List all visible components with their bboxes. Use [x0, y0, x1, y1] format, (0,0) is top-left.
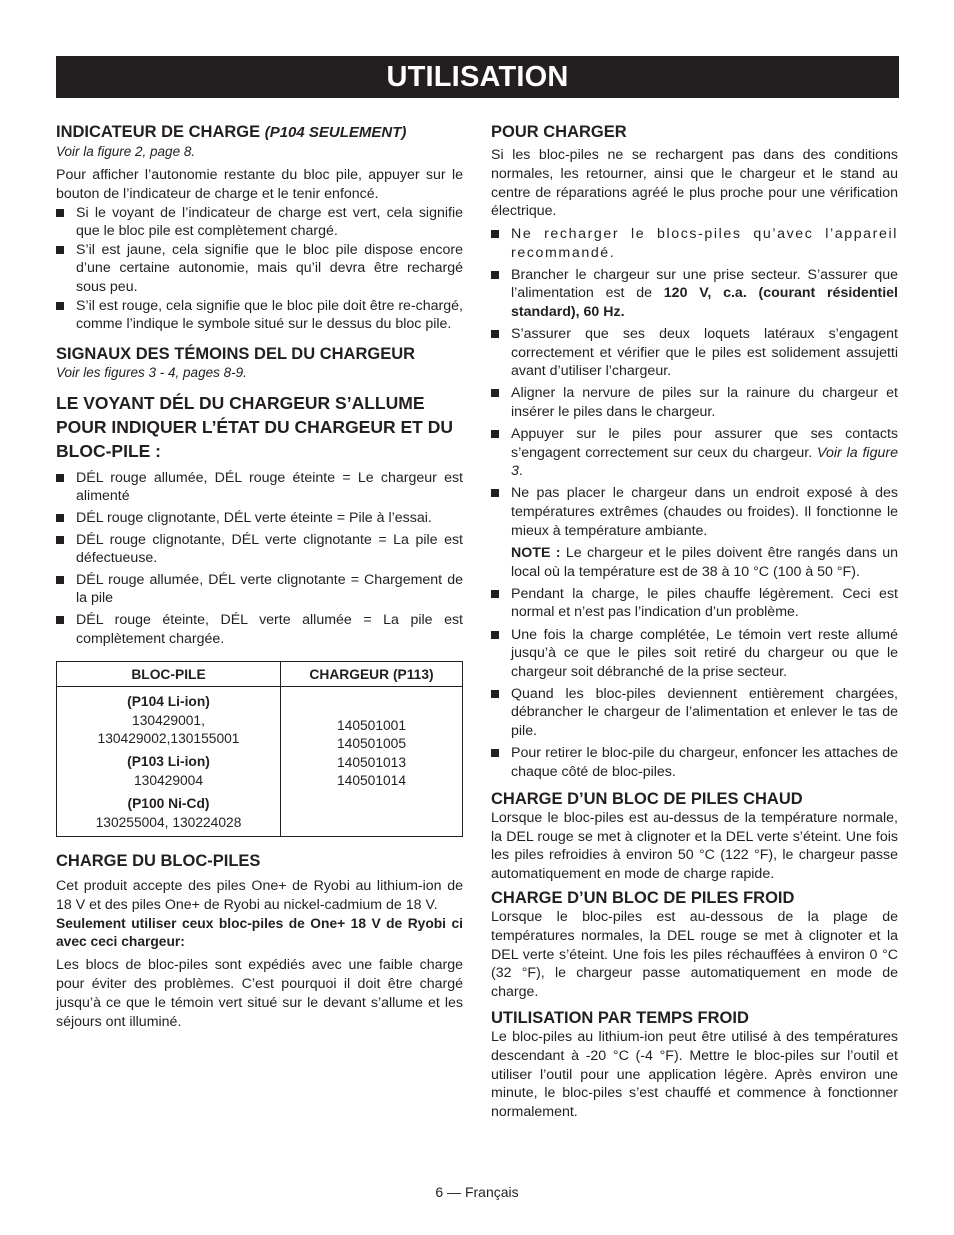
section-title-charging: CHARGE DU BLOC-PILES [56, 851, 261, 870]
paragraph: Lorsque le bloc-piles est au-dessous de la plage de températures normales, la DEL rouge se met à clignoter et la DEL verte s’éteint. Une fois les piles réchauffées à environ 0 °C (32 °F), le chargeur passe automatiquement en mode de charge. [491, 909, 898, 1001]
list-item: Ne pas placer le chargeur dans un endroit exposé à des températures extrêmes (chaudes ou froides). Il fonctionne le mieux à température ambiante. NOTE : Le chargeur et le piles doivent être rangés dans un local où la température est de 38 à 10 °C (100 à 50 °F). [491, 484, 898, 581]
paragraph: Pour afficher l’autonomie restante du bloc pile, appuyer sur le bouton de l’indicateur de charge et le tenir enfoncé. [56, 167, 463, 202]
list-item: Pendant la charge, le piles chauffe légèrement. Ceci est normal et n’est pas l’indication d’un problème. [491, 585, 898, 622]
list-item: Aligner la nervure de piles sur la rainure du chargeur et insérer le piles dans le chargeur. [491, 384, 898, 421]
list-item: Ne recharger le blocs-piles qu’avec l’appareil recommandé. [491, 225, 898, 262]
paragraph: Cet produit accepte des piles One+ de Ryobi au lithium-ion de 18 V et des piles One+ de Ryobi au nickel-cadmium de 18 V. [56, 877, 463, 913]
section-title-led-signals: SIGNAUX DES TÉMOINS DEL DU CHARGEUR [56, 344, 416, 363]
section-title-to-charge: POUR CHARGER [491, 123, 627, 141]
section-title-led-states: LE VOYANT DÉL DU CHARGEUR S’ALLUME POUR INDIQUER L’ÉTAT DU CHARGEUR ET DU BLOC-PILE : [56, 392, 453, 461]
section-title-cold-weather: UTILISATION PAR TEMPS FROID [491, 1008, 749, 1027]
list-item: Brancher le chargeur sur une prise secteur. S’assurer que l’alimentation est de 120 V, c.a. (courant résidentiel standard), 60 Hz. [491, 266, 898, 322]
figure-reference: Voir les figures 3 - 4, pages 8-9. [56, 364, 247, 380]
list-item: S’il est jaune, cela signifie que le bloc pile dispose encore d’une certaine autonomie, mais qu’il devra être rechargé sous peu. [56, 241, 463, 297]
left-column [56, 122, 463, 1031]
list-item: Appuyer sur le piles pour assurer que ses contacts s’engagent correctement sur ceux du chargeur. Voir la figure 3. [491, 425, 898, 481]
paragraph: Les blocs de bloc-piles sont expédiés avec une faible charge pour éviter des problèmes. C’est pourquoi il doit être chargé jusqu’à ce que le témoin vert situé sur le devant s’allume et les séjours ont illuminé. [56, 957, 463, 1030]
right-column [491, 122, 898, 1122]
battery-models-cell: (P104 Li-ion) 130429001, 130429002,130155001 (P103 Li-ion) 130429004 (P100 Ni-Cd) 130255004, 130224028 [57, 687, 281, 837]
list-item: Une fois la charge complétée, Le témoin vert reste allumé jusqu’à ce que le piles soit retiré du chargeur ou que le chargeur soit débranché de la prise secteur. [491, 626, 898, 682]
list-item: DÉL rouge allumée, DÉL rouge éteinte = Le chargeur est alimenté [56, 469, 463, 506]
compatibility-table [56, 661, 463, 837]
list-item: Quand les bloc-piles deviennent entièrement chargées, débrancher le chargeur de l’alimentation et enlever le tas de pile. [491, 685, 898, 741]
list-item: S’assurer que ses deux loquets latéraux s’engagent correctement et vérifier que le piles est solidement assujetti avant d’utiliser l’chargeur. [491, 325, 898, 381]
list-item: Pour retirer le bloc-pile du chargeur, enfoncer les attaches de chaque côté de bloc-piles. [491, 744, 898, 781]
paragraph: Si les bloc-piles ne se rechargent pas dans des conditions normales, les retourner, ainsi que le chargeur et le stand au centre de réparations agréé le plus proche pour une vérification électrique. [491, 147, 898, 220]
list-item: S’il est rouge, cela signifie que le bloc pile doit être re-chargé, comme l’indique le symbole situé sur le dessus du bloc pile. [56, 297, 463, 334]
title-banner [56, 56, 899, 98]
list-item: DÉL rouge clignotante, DÉL verte éteinte = Pile à l’essai. [56, 509, 463, 528]
table-header: CHARGEUR (P113) [281, 662, 463, 687]
bullet-list [56, 204, 463, 334]
figure-reference: Voir la figure 2, page 8. [56, 144, 196, 159]
paragraph: Lorsque le bloc-piles est au-dessus de la température normale, la DEL rouge se met à clignoter et la DEL verte s’éteint. Une fois les piles refroidies à environ 50 °C (122 °F), le chargeur passe automatiquement en mode de charge rapide. [491, 809, 898, 883]
list-item: DÉL rouge clignotante, DÉL verte clignotante = La pile est défectueuse. [56, 531, 463, 568]
table-header: BLOC-PILE [57, 662, 281, 687]
list-item: Si le voyant de l’indicateur de charge est vert, cela signifie que le bloc pile est complètement chargé. [56, 204, 463, 241]
paragraph: Le bloc-piles au lithium-ion peut être utilisé à des températures descendant à -20 °C (-4 °F). Mettre le bloc-piles sur l’outil et utiliser l’outil pour une application légère. Après environ une minute, le bloc-piles s’est chauffé et commence à fonctionner normalement. [491, 1028, 898, 1121]
page-title: UTILISATION [386, 61, 569, 93]
charger-models-cell: 140501001 140501005 140501013 140501014 [281, 687, 463, 837]
list-item: DÉL rouge éteinte, DÉL verte allumée = La pile est complètement chargée. [56, 611, 463, 648]
bullet-list [56, 469, 463, 648]
bullet-list [491, 225, 898, 781]
paragraph-bold: Seulement utiliser ceux bloc-piles de One+ 18 V de Ryobi ci avec ceci chargeur: [56, 915, 463, 950]
section-title-charge-indicator: INDICATEUR DE CHARGE (P104 SEULEMENT) [56, 123, 407, 141]
list-item: DÉL rouge allumée, DÉL verte clignotante = Chargement de la pile [56, 571, 463, 608]
page-footer: 6 — Français [435, 1184, 519, 1200]
section-title-cold-pack: CHARGE D’UN BLOC DE PILES FROID [491, 889, 795, 907]
section-title-hot-pack: CHARGE D’UN BLOC DE PILES CHAUD [491, 789, 803, 808]
